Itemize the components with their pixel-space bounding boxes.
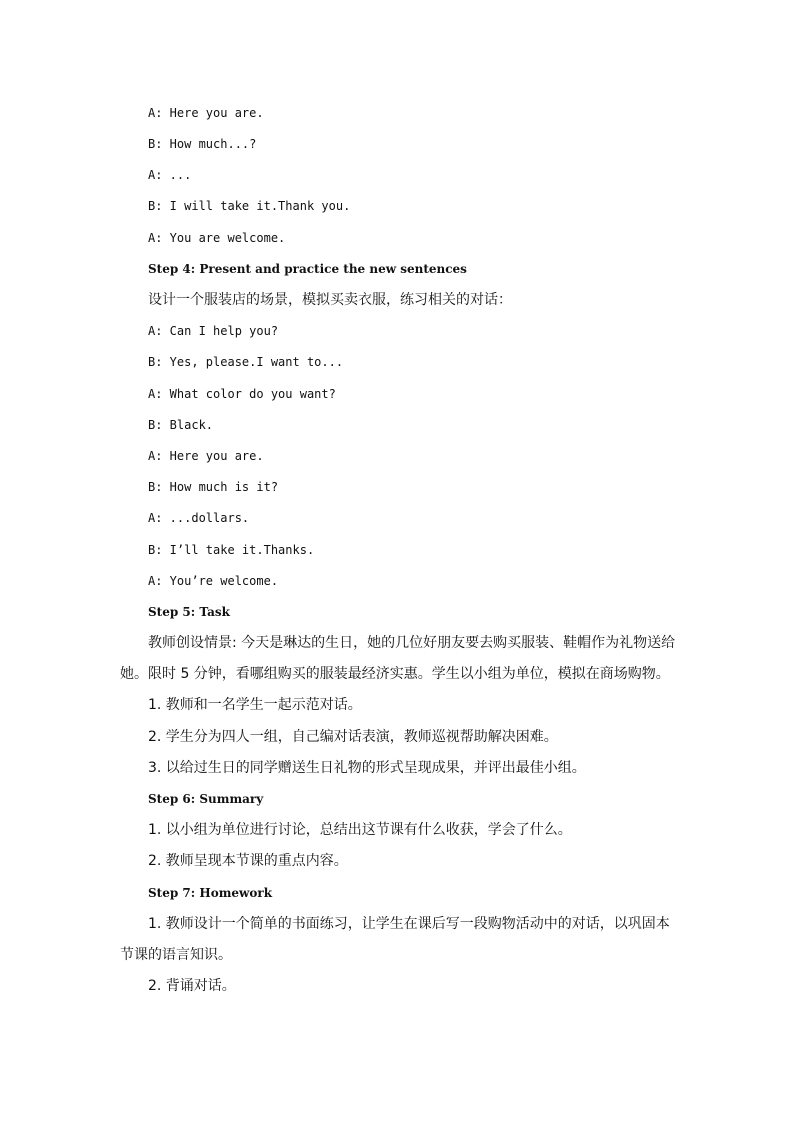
dialogue-line: B: How much is it?	[148, 480, 279, 494]
list-item: 1. 以小组为单位进行讨论，总结出这节课有什么收获，学会了什么。	[148, 822, 572, 838]
step5-heading: Step 5: Task	[148, 605, 230, 619]
dialogue-line: A: You’re welcome.	[148, 574, 279, 588]
dialogue-line: B: How much...?	[148, 137, 257, 151]
step4-intro: 设计一个服装店的场景，模拟买卖衣服，练习相关的对话：	[148, 292, 512, 308]
list-item: 2. 背诵对话。	[148, 978, 236, 994]
dialogue-line: A: ...dollars.	[148, 511, 250, 525]
list-item: 1. 教师和一名学生一起示范对话。	[148, 697, 362, 713]
dialogue-line: A: ...	[148, 168, 192, 182]
list-item-continuation: 节课的语言知识。	[120, 947, 232, 963]
step4-heading: Step 4: Present and practice the new sentences	[148, 262, 467, 276]
dialogue-line: A: Here you are.	[148, 449, 264, 463]
step5-paragraph-line: 她。限时 5 分钟，看哪组购买的服装最经济实惠。学生以小组为单位，模拟在商场购物。	[120, 666, 670, 682]
step5-paragraph-line: 教师创设情景: 今天是琳达的生日，她的几位好朋友要去购买服装、鞋帽作为礼物送给	[148, 635, 676, 651]
dialogue-line: B: Black.	[148, 418, 214, 432]
list-item: 3. 以给过生日的同学赠送生日礼物的形式呈现成果，并评出最佳小组。	[148, 760, 586, 776]
list-item: 1. 教师设计一个简单的书面练习，让学生在课后写一段购物活动中的对话，以巩固本	[148, 916, 670, 932]
dialogue-line: A: You are welcome.	[148, 231, 286, 245]
step7-heading: Step 7: Homework	[148, 886, 273, 900]
list-item: 2. 教师呈现本节课的重点内容。	[148, 853, 348, 869]
dialogue-line: A: Here you are.	[148, 106, 264, 120]
list-item: 2. 学生分为四人一组，自己编对话表演，教师巡视帮助解决困难。	[148, 729, 558, 745]
dialogue-line: B: Yes, please.I want to...	[148, 355, 344, 369]
step6-heading: Step 6: Summary	[148, 792, 264, 806]
dialogue-line: B: I’ll take it.Thanks.	[148, 543, 315, 557]
dialogue-line: B: I will take it.Thank you.	[148, 199, 351, 213]
dialogue-line: A: Can I help you?	[148, 324, 279, 338]
dialogue-line: A: What color do you want?	[148, 387, 336, 401]
